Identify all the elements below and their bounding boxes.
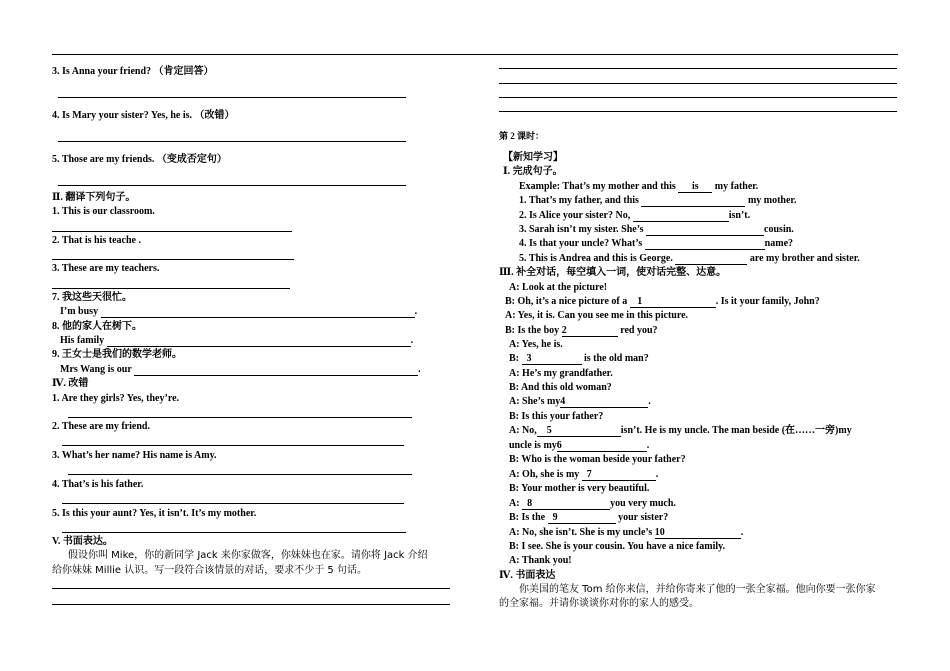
dialog-2-text-a: B: Oh, it’s a nice picture of a: [505, 296, 628, 307]
blank-9-number: 9: [552, 512, 558, 523]
writing-prompt-line-1: 假设你叫 Mike，你的新同学 Jack 来你家做客，你妹妹也在家。请你将 Jack 介绍: [68, 550, 428, 561]
complete-1: [519, 195, 796, 207]
blank-4-number: 4: [560, 396, 566, 407]
blank-c4[interactable]: [645, 239, 765, 250]
dialog-line-17: [509, 512, 668, 524]
complete-2-text-a: 2. Is Alice your sister? No,: [519, 210, 631, 221]
answer-line-e1[interactable]: [68, 417, 412, 418]
answer-line-e2[interactable]: [62, 445, 404, 446]
blank-7[interactable]: [582, 470, 656, 481]
dialog-17-text-a: B: Is the: [509, 512, 546, 523]
writing-line-r1[interactable]: [499, 68, 897, 69]
translate-9-prefix: Mrs Wang is our: [60, 364, 132, 375]
translate-8: 8. 他的家人在树下。: [52, 321, 142, 332]
blank-c2[interactable]: [633, 211, 729, 222]
complete-1-text-a: 1. That’s my father, and this: [519, 195, 639, 206]
dialog-18-text-a: A: No, she isn’t. She is my uncle’s: [509, 527, 653, 538]
question-4: [52, 110, 235, 122]
blank-3[interactable]: [522, 354, 582, 365]
translate-3: 3. These are my teachers.: [52, 263, 160, 274]
dialog-line-13: B: Who is the woman beside your father?: [509, 454, 686, 465]
blank-6-number: 6: [556, 440, 562, 451]
dialog-line-14: [509, 469, 658, 481]
dialog-line-2: [505, 296, 820, 308]
dialog-16-text-a: A:: [509, 498, 520, 509]
example-text-a: Example: That’s my mother and this: [519, 181, 676, 192]
writing-prompt-line-2: 给你妹妹 Millie 认识。写一段符合该情景的对话，要求不少于 5 句话。: [52, 565, 367, 576]
section-3-title: Ⅲ. 补全对话，每空填入一词，使对话完整、达意。: [499, 267, 727, 278]
error-1: 1. Are they girls? Yes, they’re.: [52, 393, 180, 404]
lesson-2-heading: 第 2 课时：: [499, 131, 545, 141]
dialog-6-text-b: is the old man?: [584, 353, 649, 364]
dialog-12-text-a: uncle is my: [509, 440, 557, 451]
dialog-line-9: [509, 396, 651, 408]
dialog-4-text-a: B: Is the boy: [505, 325, 560, 336]
translate-8-answer: [60, 335, 413, 347]
dialog-line-7: A: He’s my grandfather.: [509, 368, 613, 379]
blank-1[interactable]: [630, 297, 716, 308]
blank-4[interactable]: [560, 397, 648, 408]
dialog-14-text-a: A: Oh, she is my: [509, 469, 580, 480]
complete-2: [519, 210, 750, 222]
dialog-line-3: A: Yes, it is. Can you see me in this picture.: [505, 310, 689, 321]
writing-line-r2[interactable]: [499, 83, 897, 84]
blank-6[interactable]: [557, 441, 647, 452]
complete-5-text-b: are my brother and sister.: [749, 253, 860, 264]
section-v-title: V. 书面表达。: [52, 536, 113, 547]
blank-c3[interactable]: [646, 225, 764, 236]
section-4-writing-title: Ⅳ. 书面表达: [499, 570, 556, 581]
dialog-12-text-b: .: [646, 440, 650, 451]
translate-8-prefix: His family: [60, 335, 105, 346]
translate-2: 2. That is his teache .: [52, 235, 141, 246]
writing-task-line-2: 的全家福。并请你谈谈你对你的家人的感受。: [499, 598, 699, 609]
answer-line-t2[interactable]: [52, 259, 294, 260]
blank-10-number: 10: [654, 527, 665, 538]
blank-1-number: 1: [637, 296, 643, 307]
translate-1: 1. This is our classroom.: [52, 206, 155, 217]
complete-5: [519, 253, 860, 265]
translate-7-prefix: I’m busy: [60, 306, 99, 317]
dialog-11-text-b: isn’t. He is my uncle. The man beside (在……一旁)my: [620, 425, 852, 436]
blank-c1[interactable]: [641, 196, 745, 207]
question-3-text: 3. Is Anna your friend? （肯定回答）: [52, 66, 214, 77]
blank-7-number: 7: [586, 469, 592, 480]
writing-line-r3[interactable]: [499, 97, 897, 98]
writing-line-2[interactable]: [52, 604, 450, 605]
page-top-rule: [52, 54, 898, 55]
dialog-line-10: B: Is this your father?: [509, 411, 604, 422]
new-learning-heading: 【新知学习】: [503, 152, 563, 163]
blank-5-number: 5: [546, 425, 552, 436]
dialog-line-18: [509, 527, 743, 539]
dialog-18-text-b: .: [740, 527, 744, 538]
dialog-line-20: A: Thank you!: [509, 555, 572, 566]
error-5: 5. Is this your aunt? Yes, it isn’t. It’s my mother.: [52, 508, 257, 519]
answer-line-q4[interactable]: [58, 141, 406, 142]
blank-t7[interactable]: [101, 307, 415, 318]
dialog-line-5: A: Yes, he is.: [509, 339, 563, 350]
example-blank: is: [678, 182, 712, 193]
complete-3: [519, 224, 794, 236]
dialog-2-text-b: . Is it your family, John?: [715, 296, 820, 307]
complete-5-text-a: 5. This is Andrea and this is George.: [519, 253, 673, 264]
period: .: [418, 364, 421, 375]
dialog-line-8: B: And this old woman?: [509, 382, 612, 393]
writing-task-line-1: 你美国的笔友 Tom 给你来信，并给你寄来了他的一张全家福。他向你要一张你家: [519, 584, 876, 595]
complete-3-text-a: 3. Sarah isn’t my sister. She’s: [519, 224, 644, 235]
blank-5[interactable]: [537, 426, 621, 437]
answer-line-t1[interactable]: [52, 231, 292, 232]
blank-3-number: 3: [526, 353, 532, 364]
answer-line-e5[interactable]: [62, 532, 406, 533]
question-5: [52, 154, 227, 166]
answer-line-q5[interactable]: [58, 185, 406, 186]
dialog-9-text-b: .: [648, 396, 651, 407]
dialog-line-19: B: I see. She is your cousin. You have a nice family.: [509, 541, 726, 552]
dialog-line-6: [509, 353, 649, 365]
complete-2-text-b: isn’t.: [728, 210, 751, 221]
translate-7-answer: [60, 306, 417, 318]
dialog-6-text-a: B:: [509, 353, 519, 364]
blank-t9[interactable]: [134, 365, 418, 376]
translate-9-answer: [60, 364, 421, 376]
complete-4-text-b: name?: [764, 238, 794, 249]
question-5-text: 5. Those are my friends. （变成否定句）: [52, 154, 227, 165]
error-4: 4. That’s is his father.: [52, 479, 144, 490]
section-4-title: Ⅳ. 改错: [52, 378, 89, 389]
translate-7: 7. 我这些天很忙。: [52, 292, 132, 303]
dialog-line-11: [509, 425, 852, 437]
dialog-line-4: [505, 325, 658, 337]
answer-line-e3[interactable]: [68, 474, 412, 475]
question-4-text: 4. Is Mary your sister? Yes, he is. （改错）: [52, 110, 235, 121]
translate-9: 9. 王女士是我们的数学老师。: [52, 349, 182, 360]
blank-9[interactable]: [548, 513, 616, 524]
answer-line-q3[interactable]: [58, 97, 406, 98]
dialog-line-15: B: Your mother is very beautiful.: [509, 483, 650, 494]
error-2: 2. These are my friend.: [52, 421, 150, 432]
answer-line-t3[interactable]: [52, 288, 290, 289]
dialog-17-text-b: your sister?: [618, 512, 669, 523]
blank-10[interactable]: [655, 528, 741, 539]
answer-line-e4[interactable]: [62, 503, 404, 504]
dialog-line-1: A: Look at the picture!: [509, 282, 608, 293]
dialog-4-text-b: red you?: [620, 325, 658, 336]
blank-t8[interactable]: [107, 336, 411, 347]
complete-4: [519, 238, 793, 250]
question-3: [52, 66, 214, 78]
example-text-b: my father.: [714, 181, 759, 192]
example-sentence: [519, 181, 758, 193]
complete-1-text-b: my mother.: [747, 195, 797, 206]
dialog-14-text-b: .: [655, 469, 659, 480]
dialog-9-text-a: A: She’s my: [509, 396, 561, 407]
writing-line-1[interactable]: [52, 588, 450, 589]
blank-8[interactable]: [522, 499, 610, 510]
period: .: [410, 335, 414, 346]
blank-2[interactable]: [562, 326, 618, 337]
dialog-line-16: [509, 498, 676, 510]
blank-c5[interactable]: [675, 254, 747, 265]
blank-2-number: 2: [561, 325, 567, 336]
error-3: 3. What’s her name? His name is Amy.: [52, 450, 217, 461]
complete-3-text-b: cousin.: [764, 224, 794, 235]
section-2-title: Ⅱ. 翻译下列句子。: [52, 192, 136, 203]
period: .: [414, 306, 418, 317]
writing-line-r4[interactable]: [499, 111, 897, 112]
dialog-16-text-b: you very much.: [610, 498, 676, 509]
blank-8-number: 8: [527, 498, 533, 509]
section-1-title: Ⅰ. 完成句子。: [503, 166, 563, 177]
dialog-11-text-a: A: No,: [509, 425, 537, 436]
dialog-line-12: [509, 440, 649, 452]
complete-4-text-a: 4. Is that your uncle? What’s: [519, 238, 643, 249]
